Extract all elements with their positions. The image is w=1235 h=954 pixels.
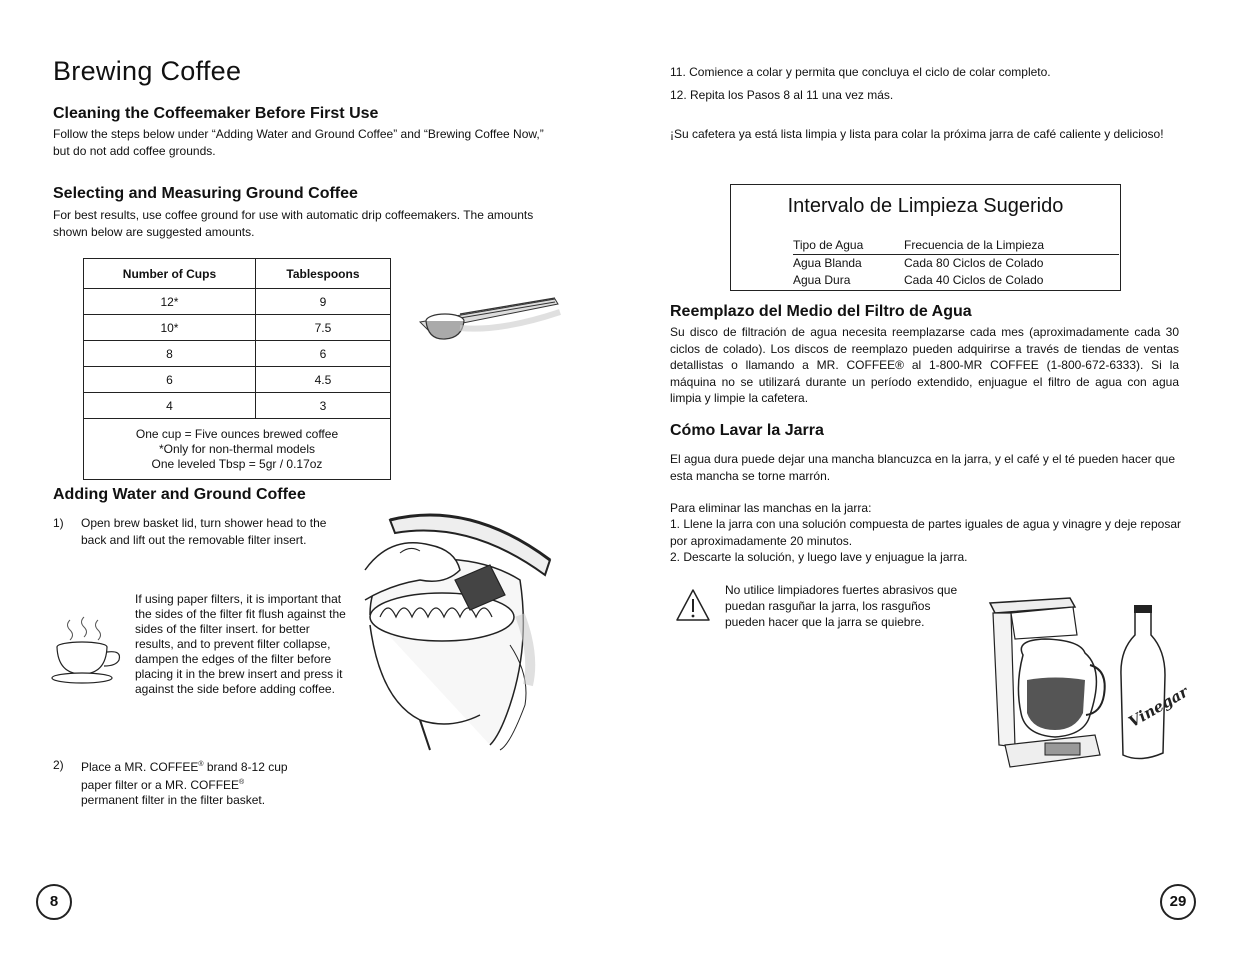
cups-cell: 10* xyxy=(84,315,256,341)
table-row xyxy=(84,289,391,315)
coffee-cup-icon xyxy=(52,612,137,687)
jarra-body-3: 1. Llene la jarra con una solución compuesta de partes iguales de agua y vinagre y deje reposar por aproximadamente 20 minutos. xyxy=(670,517,1181,548)
measuring-spoon-icon xyxy=(420,290,565,350)
jarra-body-1: El agua dura puede dejar una mancha blancuzca en la jarra, y el café y el té pueden hacer que esta mancha se torne marrón. xyxy=(670,452,1176,483)
water-type-cell: Agua Dura xyxy=(793,273,851,287)
frequency-cell: Cada 40 Ciclos de Colado xyxy=(904,273,1044,287)
selecting-body: For best results, use coffee ground for use with automatic drip coffeemakers. The amounts shown below are suggested amounts. xyxy=(53,208,534,239)
cups-cell: 4 xyxy=(84,393,256,419)
step-11: 11. Comience a colar y permita que concluya el ciclo de colar completo. xyxy=(670,65,1051,79)
note-line: One cup = Five ounces brewed coffee xyxy=(135,426,339,441)
table-header-row xyxy=(84,259,391,289)
table-row xyxy=(84,341,391,367)
step-1-text: Open brew basket lid, turn shower head to the back and lift out the removable filter insert. xyxy=(81,516,327,547)
step-number: 2) xyxy=(53,758,64,772)
interval-header-row xyxy=(793,237,1119,255)
cleaning-body: Follow the steps below under “Adding Water and Ground Coffee” and “Brewing Coffee Now,” but do not add coffee grounds. xyxy=(53,127,544,158)
col-water-type: Tipo de Agua xyxy=(793,238,864,252)
table-row xyxy=(84,367,391,393)
page-title: Brewing Coffee xyxy=(53,56,242,86)
vinegar-label: Vinegar xyxy=(1125,682,1192,732)
cups-cell: 8 xyxy=(84,341,256,367)
col-frequency: Frecuencia de la Limpieza xyxy=(904,238,1045,252)
tbsp-cell: 7.5 xyxy=(255,315,390,341)
step-number: 1) xyxy=(53,516,64,530)
note-line: One leveled Tbsp = 5gr / 0.17oz xyxy=(151,456,323,471)
interval-row xyxy=(793,255,1119,272)
water-type-cell: Agua Blanda xyxy=(793,256,862,270)
step-2-line: permanent filter in the filter basket. xyxy=(81,793,266,807)
jarra-body-4: 2. Descarte la solución, y luego lave y enjuague la jarra. xyxy=(670,550,968,564)
table-row xyxy=(84,315,391,341)
cleaning-interval-box xyxy=(730,184,1121,291)
registered-mark: ® xyxy=(239,779,245,786)
registered-mark: ® xyxy=(198,761,204,768)
page-number-left: 8 xyxy=(36,884,72,920)
cups-cell: 12* xyxy=(84,289,256,315)
coffee-measure-table xyxy=(83,258,391,480)
jarra-body-2: Para eliminar las manchas en la jarra: xyxy=(670,501,872,515)
adding-heading: Adding Water and Ground Coffee xyxy=(53,486,306,503)
step-2-line: paper filter or a MR. COFFEE xyxy=(81,778,240,792)
warning-triangle-icon xyxy=(675,588,711,622)
table-note-row xyxy=(84,419,391,480)
cleaning-heading: Cleaning the Coffeemaker Before First Use xyxy=(53,105,379,122)
tbsp-cell: 3 xyxy=(255,393,390,419)
filter-body: Su disco de filtración de agua necesita reemplazarse cada mes (aproximadamente cada 30 ciclos de colado). Los discos de reemplazo pueden adquirirse a través de tiendas de ventas detallistas o llamando a MR. COFFEE® al 1-800-MR COFFEE (1-800-672-6333). Si la máquina no se utilizará durante un período extendido, enjuague el filtro de agua con agua limpia y limpie la cafetera. xyxy=(670,325,1179,405)
selecting-heading: Selecting and Measuring Ground Coffee xyxy=(53,185,358,202)
note-line: *Only for non-thermal models xyxy=(158,441,316,456)
warning-text: No utilice limpiadores fuertes abrasivos que puedan rasguñar la jarra, los rasguños pueden hacer que la jarra se quiebre. xyxy=(725,583,958,629)
cleaning-interval-table xyxy=(793,237,1119,289)
tbsp-cell: 9 xyxy=(255,289,390,315)
filter-basket-illustration xyxy=(360,505,560,750)
ready-message: ¡Su cafetera ya está lista limpia y lista para colar la próxima jarra de café caliente y delicioso! xyxy=(670,127,1164,141)
paper-filter-tip: If using paper filters, it is important that the sides of the filter fit flush against the sides of the filter insert. for better results, and to prevent filter collapse, dampen the edges of the filter before placing it in the brew insert and press it against the side before adding coffee. xyxy=(135,592,346,696)
interval-row xyxy=(793,272,1119,289)
tbsp-cell: 6 xyxy=(255,341,390,367)
col-tbsp-header: Tablespoons xyxy=(255,259,390,289)
tbsp-cell: 4.5 xyxy=(255,367,390,393)
cleaning-interval-title: Intervalo de Limpieza Sugerido xyxy=(787,195,1064,217)
page-number-right: 29 xyxy=(1160,884,1196,920)
step-2-line: brand 8-12 cup xyxy=(203,760,288,774)
table-row xyxy=(84,393,391,419)
col-cups-header: Number of Cups xyxy=(84,259,256,289)
cups-cell: 6 xyxy=(84,367,256,393)
frequency-cell: Cada 80 Ciclos de Colado xyxy=(904,256,1044,270)
step-2-text xyxy=(81,757,321,808)
jarra-heading: Cómo Lavar la Jarra xyxy=(670,422,824,439)
step-2-line: Place a MR. COFFEE xyxy=(81,760,199,774)
table-note xyxy=(84,419,391,480)
filter-heading: Reemplazo del Medio del Filtro de Agua xyxy=(670,303,972,320)
coffeemaker-vinegar-illustration xyxy=(985,595,1192,775)
step-12: 12. Repita los Pasos 8 al 11 una vez más. xyxy=(670,88,894,102)
